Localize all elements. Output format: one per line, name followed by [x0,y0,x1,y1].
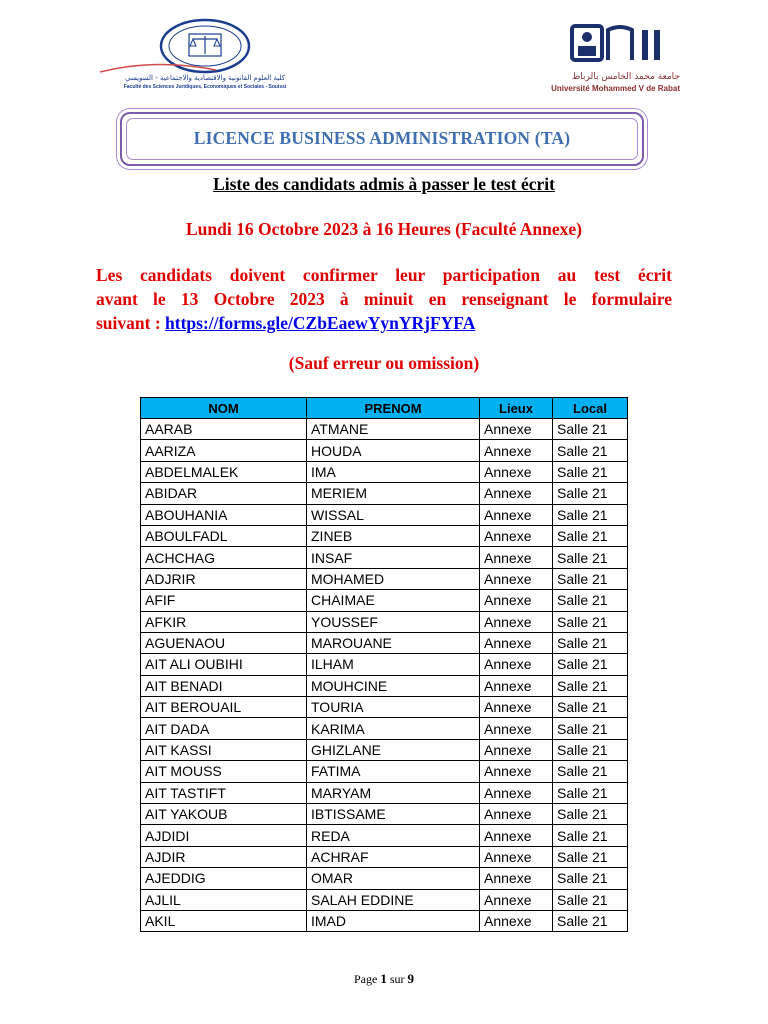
cell-nom: AJDIR [141,846,307,867]
cell-lieux: Annexe [480,568,553,589]
cell-local: Salle 21 [553,675,628,696]
table-row [141,910,628,931]
form-link[interactable]: https://forms.gle/CZbEaewYynYRjFYFA [165,313,476,333]
cell-local: Salle 21 [553,419,628,440]
cell-nom: AIT KASSI [141,739,307,760]
cell-nom: AIT BEROUAIL [141,697,307,718]
cell-local: Salle 21 [553,761,628,782]
cell-nom: AKIL [141,910,307,931]
cell-prenom: INSAF [307,547,480,568]
table-row [141,761,628,782]
header-nom: NOM [141,398,307,419]
table-row [141,654,628,675]
university-name-french: Université Mohammed V de Rabat [551,84,680,93]
cell-prenom: WISSAL [307,504,480,525]
cell-prenom: IMA [307,461,480,482]
cell-lieux: Annexe [480,697,553,718]
university-name-arabic: جامعة محمد الخامس بالرباط [571,72,680,82]
cell-local: Salle 21 [553,504,628,525]
omission-note: (Sauf erreur ou omission) [288,353,480,373]
cell-lieux: Annexe [480,590,553,611]
header-lieux: Lieux [480,398,553,419]
cell-prenom: TOURIA [307,697,480,718]
cell-prenom: YOUSSEF [307,611,480,632]
cell-local: Salle 21 [553,910,628,931]
cell-local: Salle 21 [553,739,628,760]
cell-lieux: Annexe [480,611,553,632]
cell-lieux: Annexe [480,675,553,696]
confirmation-line-1: Les candidats doivent confirmer leur participation au test écrit [96,265,672,285]
page-word: Page [354,972,378,986]
cell-nom: AIT TASTIFT [141,782,307,803]
cell-prenom: ZINEB [307,525,480,546]
cell-prenom: KARIMA [307,718,480,739]
cell-nom: AARAB [141,419,307,440]
cell-lieux: Annexe [480,461,553,482]
cell-lieux: Annexe [480,547,553,568]
cell-prenom: ACHRAF [307,846,480,867]
table-row [141,525,628,546]
table-row [141,718,628,739]
cell-local: Salle 21 [553,697,628,718]
cell-prenom: REDA [307,825,480,846]
faculty-name-arabic: كلية العلوم القانونية والاقتصادية والاجتماعية - السويسي [125,74,285,82]
cell-local: Salle 21 [553,461,628,482]
university-emblem-icon [538,22,680,72]
cell-local: Salle 21 [553,846,628,867]
table-row [141,846,628,867]
page-title: LICENCE BUSINESS ADMINISTRATION (TA) [193,128,571,148]
cell-lieux: Annexe [480,419,553,440]
confirmation-line-3 [96,311,672,335]
cell-nom: ADJRIR [141,568,307,589]
cell-lieux: Annexe [480,525,553,546]
table-row [141,739,628,760]
cell-nom: AIT YAKOUB [141,804,307,825]
cell-prenom: MAROUANE [307,632,480,653]
cell-local: Salle 21 [553,568,628,589]
cell-lieux: Annexe [480,846,553,867]
cell-lieux: Annexe [480,483,553,504]
cell-prenom: MERIEM [307,483,480,504]
table-row [141,611,628,632]
cell-local: Salle 21 [553,547,628,568]
cell-prenom: ILHAM [307,654,480,675]
cell-prenom: IMAD [307,910,480,931]
cell-nom: AJDIDI [141,825,307,846]
cell-lieux: Annexe [480,739,553,760]
cell-nom: AFKIR [141,611,307,632]
cell-nom: ABDELMALEK [141,461,307,482]
cell-local: Salle 21 [553,782,628,803]
cell-nom: AJLIL [141,889,307,910]
table-body [141,419,628,932]
table-header-row [141,398,628,419]
cell-prenom: CHAIMAE [307,590,480,611]
cell-prenom: MOUHCINE [307,675,480,696]
university-logo [538,22,680,98]
cell-nom: AFIF [141,590,307,611]
cell-lieux: Annexe [480,868,553,889]
table-row [141,804,628,825]
page-footer [0,971,768,987]
table-row [141,440,628,461]
cell-local: Salle 21 [553,590,628,611]
table-row [141,547,628,568]
confirmation-notice [96,263,672,335]
cell-prenom: MARYAM [307,782,480,803]
cell-lieux: Annexe [480,632,553,653]
table-row [141,504,628,525]
faculty-seal-icon [96,18,314,74]
candidates-table [140,397,628,932]
cell-prenom: GHIZLANE [307,739,480,760]
cell-local: Salle 21 [553,804,628,825]
cell-nom: AIT BENADI [141,675,307,696]
cell-local: Salle 21 [553,632,628,653]
cell-prenom: SALAH EDDINE [307,889,480,910]
cell-prenom: HOUDA [307,440,480,461]
confirmation-line-2: avant le 13 Octobre 2023 à minuit en renseignant le formulaire [96,289,672,309]
table-row [141,590,628,611]
cell-lieux: Annexe [480,504,553,525]
table-row [141,419,628,440]
list-subtitle: Liste des candidats admis à passer le test écrit [213,174,555,194]
faculty-name-french: Faculté des Sciences Juridiques, Economiques et Sociales - Souissi [123,84,287,90]
table-row [141,782,628,803]
exam-date: Lundi 16 Octobre 2023 à 16 Heures (Faculté Annexe) [185,219,582,239]
faculty-logo [96,18,314,100]
cell-nom: AGUENAOU [141,632,307,653]
cell-local: Salle 21 [553,525,628,546]
cell-nom: ABOULFADL [141,525,307,546]
cell-local: Salle 21 [553,825,628,846]
table-row [141,568,628,589]
cell-prenom: FATIMA [307,761,480,782]
cell-nom: ABIDAR [141,483,307,504]
table-row [141,868,628,889]
table-row [141,697,628,718]
cell-lieux: Annexe [480,761,553,782]
cell-local: Salle 21 [553,483,628,504]
cell-local: Salle 21 [553,654,628,675]
cell-nom: AIT MOUSS [141,761,307,782]
cell-local: Salle 21 [553,868,628,889]
cell-lieux: Annexe [480,440,553,461]
cell-lieux: Annexe [480,889,553,910]
table-row [141,889,628,910]
cell-nom: AIT ALI OUBIHI [141,654,307,675]
cell-nom: AARIZA [141,440,307,461]
cell-prenom: ATMANE [307,419,480,440]
table-row [141,632,628,653]
table-row [141,483,628,504]
header-local: Local [553,398,628,419]
header-prenom: PRENOM [307,398,480,419]
cell-nom: AIT DADA [141,718,307,739]
cell-prenom: OMAR [307,868,480,889]
cell-lieux: Annexe [480,654,553,675]
page-total: 9 [407,971,414,986]
cell-lieux: Annexe [480,782,553,803]
page-number: 1 [380,971,387,986]
cell-local: Salle 21 [553,440,628,461]
cell-nom: ACHCHAG [141,547,307,568]
confirmation-line-3-prefix: suivant : [96,313,166,333]
cell-nom: ABOUHANIA [141,504,307,525]
cell-local: Salle 21 [553,889,628,910]
table-row [141,675,628,696]
cell-prenom: MOHAMED [307,568,480,589]
table-row [141,825,628,846]
cell-lieux: Annexe [480,825,553,846]
cell-prenom: IBTISSAME [307,804,480,825]
table-row [141,461,628,482]
cell-lieux: Annexe [480,910,553,931]
cell-local: Salle 21 [553,611,628,632]
cell-nom: AJEDDIG [141,868,307,889]
of-word: sur [389,972,405,986]
cell-lieux: Annexe [480,718,553,739]
title-frame [120,112,644,166]
cell-local: Salle 21 [553,718,628,739]
cell-lieux: Annexe [480,804,553,825]
